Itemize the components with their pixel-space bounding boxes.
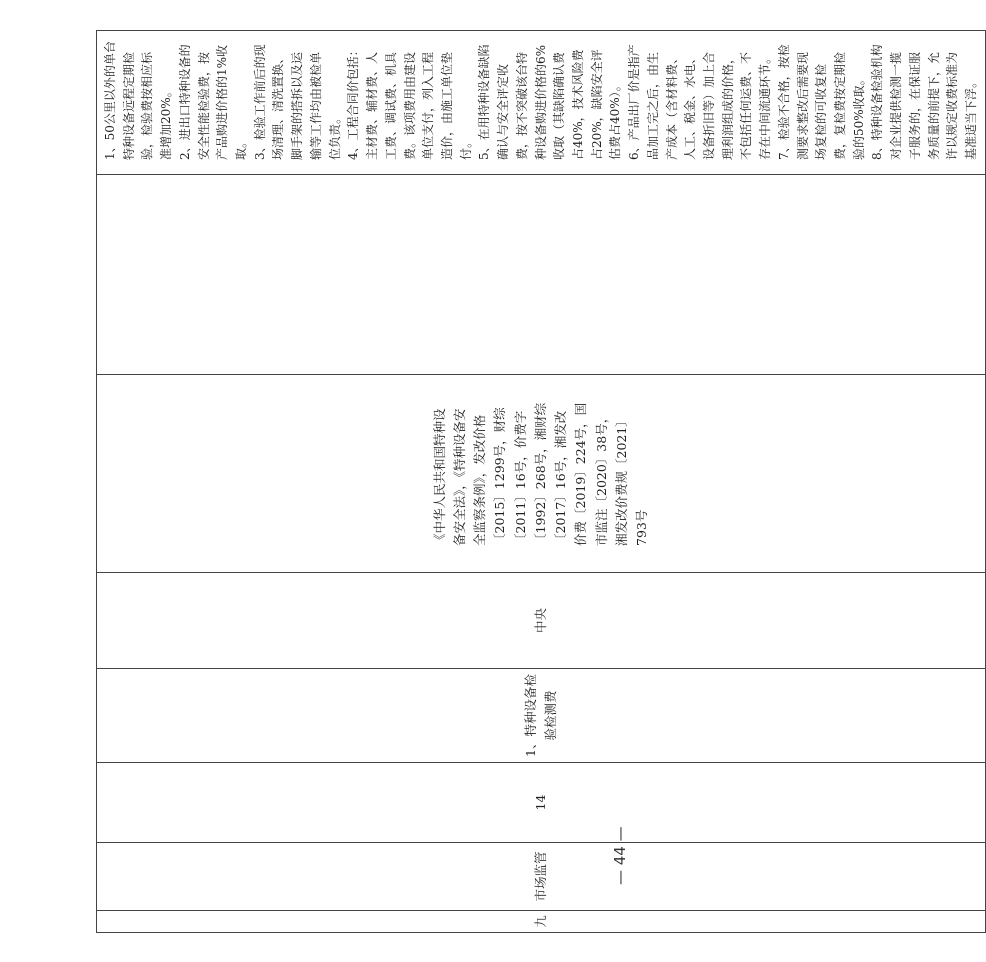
basis-cell: 《中华人民共和国特种设备安全法》，《特种设备安全监察条例》，发改价格〔2015〕1299号，财综〔2011〕16号，价费字〔1992〕268号，湘财综〔2017〕16号，湘发改价费〔2019〕224号，国市监注〔2020〕38号，湘发改价费规〔2021〕793号 xyxy=(97,375,986,573)
remark-3: 3、检验工作前后的现场清理、清洗置换、脚手架的搭拆以及运输等工作均由被检单位负责。 xyxy=(252,44,342,160)
level-cell: 中央 xyxy=(97,573,986,669)
table-row xyxy=(97,31,986,933)
remark-8: 8、特种设备检验机构对企业提供检测一揽子服务的，在保证服务质量的前提下，允许以规定收费标准为基准适当下浮。 xyxy=(870,44,979,160)
empty-cell xyxy=(97,175,986,375)
remark-5: 5、在用特种设备缺陷确认与安全评定收费，按不突破该台特种设备购进价格的6%收取（其缺陷确认费占40%，技术风险费占20%，缺陷安全评估费占40%）。 xyxy=(477,44,623,160)
remark-1: 1、50公里以外的单台特种设备远程定期检验，检验费按相应标准增加20%。 xyxy=(103,41,174,160)
item-name-cell: 1、特种设备检验检测费 xyxy=(97,669,986,763)
department-cell: 市场监管 xyxy=(97,843,986,911)
remark-4: 4、工程合同价包括：主材费、辅材费、人工费、调试费、机具费。该项费用由建设单位支付，列入工程造价，由施工单位垫付。 xyxy=(346,44,473,160)
fee-table xyxy=(96,30,986,933)
rotated-page xyxy=(96,31,979,933)
remarks-cell xyxy=(97,31,986,175)
page-number-text: — 44 — xyxy=(611,826,629,885)
seq-cell: 九 xyxy=(97,911,986,933)
remark-7: 7、检验不合格，按检测要求整改后需要现场复检的可收复检费，复检费按定期检验的50%收取。 xyxy=(776,44,866,160)
remark-2: 2、进出口特种设备的安全性能检验费，按产品购进价格的1%收取。 xyxy=(177,44,249,160)
item-no-cell: 14 xyxy=(97,763,986,843)
remark-6: 6、产品出厂价是指产品加工完之后，由生产成本（含材料费、人工、税金、水电、设备折旧等）加上合理利润组成的价格，不包括任何运费、不存在中间流通环节。 xyxy=(627,44,773,160)
